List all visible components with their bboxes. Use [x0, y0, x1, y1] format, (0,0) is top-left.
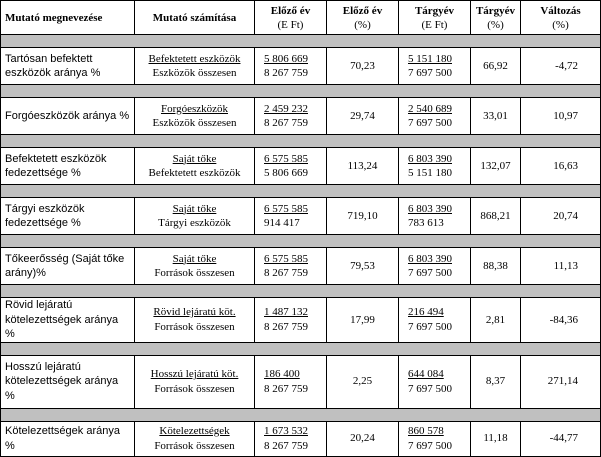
curr-year-pct: 88,38 [471, 248, 521, 285]
table-row [1, 298, 601, 343]
separator-row [1, 342, 601, 355]
curr-denominator: 783 613 [408, 217, 444, 229]
prev-year-pct: 20,24 [327, 421, 399, 456]
change-pct: -44,77 [521, 421, 601, 456]
curr-numerator: 644 084 [408, 368, 444, 380]
table-body [1, 35, 601, 457]
separator-cell [1, 35, 601, 48]
separator-cell [1, 235, 601, 248]
formula-numerator: Saját tőke [172, 252, 217, 265]
formula-numerator: Befektetett eszközök [148, 52, 241, 65]
formula-numerator: Forgóeszközök [160, 102, 228, 115]
header-curr-pct: Tárgyév (%) [471, 1, 521, 35]
curr-denominator: 7 697 500 [408, 67, 452, 79]
separator-row [1, 285, 601, 298]
curr-denominator: 7 697 500 [408, 320, 452, 333]
prev-year-pct: 113,24 [327, 148, 399, 185]
curr-year-pct: 2,81 [471, 298, 521, 343]
formula-numerator: Rövid lejáratú köt. [153, 306, 236, 319]
curr-denominator: 5 151 180 [408, 167, 452, 179]
curr-denominator: 7 697 500 [408, 382, 452, 395]
header-prev-value: Előző év (E Ft) [255, 1, 327, 35]
separator-cell [1, 185, 601, 198]
curr-year-values [399, 98, 471, 135]
curr-numerator: 860 578 [408, 425, 444, 437]
formula-denominator: Tárgyi eszközök [158, 217, 231, 229]
prev-year-values [255, 355, 327, 408]
prev-year-values [255, 421, 327, 456]
prev-year-values [255, 198, 327, 235]
curr-year-values [399, 355, 471, 408]
indicator-name: Tartósan befektett eszközök aránya % [1, 48, 135, 85]
prev-numerator: 2 459 232 [264, 102, 308, 115]
formula-denominator: Eszközök összesen [152, 117, 237, 129]
header-change: Változás (%) [521, 1, 601, 35]
indicator-name: Befektetett eszközök fedezettsége % [1, 148, 135, 185]
change-pct: 10,97 [521, 98, 601, 135]
indicator-name: Hosszú lejáratú kötelezettségek aránya % [1, 355, 135, 408]
change-pct: -4,72 [521, 48, 601, 85]
table-row [1, 421, 601, 456]
header-curr-value: Tárgyév (E Ft) [399, 1, 471, 35]
separator-row [1, 135, 601, 148]
formula-numerator: Hosszú lejáratú köt. [150, 368, 239, 380]
formula-numerator: Kötelezettségek [159, 425, 230, 437]
separator-cell [1, 342, 601, 355]
curr-numerator: 5 151 180 [408, 52, 452, 65]
header-name: Mutató megnevezése [1, 1, 135, 35]
curr-numerator: 6 803 390 [408, 202, 452, 215]
header-prev-pct: Előző év (%) [327, 1, 399, 35]
indicator-name: Kötelezettségek aránya % [1, 421, 135, 456]
table-row [1, 48, 601, 85]
indicator-formula [135, 148, 255, 185]
indicator-name: Forgóeszközök aránya % [1, 98, 135, 135]
formula-denominator: Források összesen [154, 439, 235, 452]
indicator-formula [135, 248, 255, 285]
separator-row [1, 185, 601, 198]
prev-denominator: 8 267 759 [264, 67, 308, 79]
table-row [1, 198, 601, 235]
curr-year-pct: 11,18 [471, 421, 521, 456]
separator-cell [1, 135, 601, 148]
prev-numerator: 6 575 585 [264, 202, 308, 215]
formula-denominator: Befektetett eszközök [148, 167, 241, 179]
change-pct: -84,36 [521, 298, 601, 343]
curr-year-pct: 66,92 [471, 48, 521, 85]
curr-year-values [399, 148, 471, 185]
curr-numerator: 6 803 390 [408, 252, 452, 265]
indicator-name: Rövid lejáratú kötelezettségek aránya % [1, 298, 135, 343]
prev-denominator: 5 806 669 [264, 167, 308, 179]
change-pct: 20,74 [521, 198, 601, 235]
curr-numerator: 216 494 [408, 306, 444, 319]
prev-denominator: 914 417 [264, 217, 300, 229]
indicator-formula [135, 298, 255, 343]
curr-numerator: 2 540 689 [408, 102, 452, 115]
curr-year-values [399, 298, 471, 343]
formula-numerator: Saját tőke [172, 202, 217, 215]
curr-denominator: 7 697 500 [408, 117, 452, 129]
separator-row [1, 235, 601, 248]
separator-row [1, 408, 601, 421]
curr-year-values [399, 198, 471, 235]
prev-denominator: 8 267 759 [264, 439, 308, 452]
indicator-formula [135, 48, 255, 85]
indicator-formula [135, 355, 255, 408]
prev-numerator: 6 575 585 [264, 152, 308, 165]
separator-row [1, 85, 601, 98]
curr-year-pct: 868,21 [471, 198, 521, 235]
curr-year-pct: 33,01 [471, 98, 521, 135]
prev-year-values [255, 298, 327, 343]
curr-year-values [399, 248, 471, 285]
header-calc: Mutató számítása [135, 1, 255, 35]
indicator-name: Tárgyi eszközök fedezettsége % [1, 198, 135, 235]
formula-denominator: Eszközök összesen [152, 67, 237, 79]
curr-year-values [399, 421, 471, 456]
change-pct: 11,13 [521, 248, 601, 285]
table-row [1, 98, 601, 135]
indicator-formula [135, 198, 255, 235]
indicator-formula [135, 421, 255, 456]
table-row [1, 248, 601, 285]
formula-denominator: Források összesen [154, 320, 235, 333]
curr-denominator: 7 697 500 [408, 267, 452, 279]
prev-denominator: 8 267 759 [264, 117, 308, 129]
curr-numerator: 6 803 390 [408, 152, 452, 165]
prev-year-pct: 79,53 [327, 248, 399, 285]
curr-year-pct: 8,37 [471, 355, 521, 408]
change-pct: 16,63 [521, 148, 601, 185]
separator-cell [1, 408, 601, 421]
prev-numerator: 1 673 532 [264, 425, 308, 437]
prev-year-pct: 29,74 [327, 98, 399, 135]
separator-cell [1, 285, 601, 298]
formula-denominator: Források összesen [154, 382, 235, 395]
change-pct: 271,14 [521, 355, 601, 408]
formula-numerator: Saját tőke [172, 152, 217, 165]
prev-year-values [255, 48, 327, 85]
indicator-name: Tőkeerősség (Saját tőke arány)% [1, 248, 135, 285]
prev-numerator: 5 806 669 [264, 52, 308, 65]
prev-year-pct: 2,25 [327, 355, 399, 408]
header-row [1, 1, 601, 35]
curr-year-values [399, 48, 471, 85]
prev-year-values [255, 148, 327, 185]
prev-numerator: 6 575 585 [264, 252, 308, 265]
prev-year-values [255, 98, 327, 135]
separator-row [1, 35, 601, 48]
prev-denominator: 8 267 759 [264, 267, 308, 279]
prev-year-pct: 719,10 [327, 198, 399, 235]
indicator-formula [135, 98, 255, 135]
prev-year-values [255, 248, 327, 285]
separator-cell [1, 85, 601, 98]
table-row [1, 148, 601, 185]
prev-denominator: 8 267 759 [264, 320, 308, 333]
prev-numerator: 1 487 132 [264, 306, 308, 319]
prev-year-pct: 17,99 [327, 298, 399, 343]
prev-denominator: 8 267 759 [264, 382, 308, 395]
prev-numerator: 186 400 [264, 368, 300, 380]
table-row [1, 355, 601, 408]
formula-denominator: Források összesen [154, 267, 235, 279]
curr-year-pct: 132,07 [471, 148, 521, 185]
curr-denominator: 7 697 500 [408, 439, 452, 452]
prev-year-pct: 70,23 [327, 48, 399, 85]
